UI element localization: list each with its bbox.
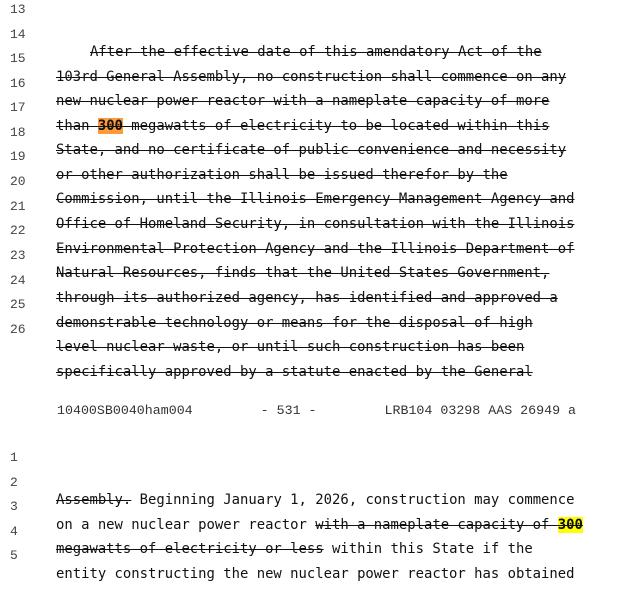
- line-number: 22: [10, 223, 26, 238]
- line-number: 15: [10, 51, 26, 66]
- struck-text: After the effective date of this amendatory Act of the: [90, 44, 542, 60]
- line-number: 18: [10, 125, 26, 140]
- struck-text: [56, 118, 549, 134]
- footer-doc-id: 10400SB0040ham004: [57, 403, 193, 418]
- struck-text-post: megawatts of electricity to be located within this: [122, 118, 550, 134]
- struck-text: State, and no certificate of public convenience and necessity: [56, 142, 567, 158]
- struck-text: Natural Resources, finds that the United States Government,: [56, 265, 550, 281]
- struck-text: through its authorized agency, has identified and approved a: [56, 290, 558, 306]
- inserted-text: Beginning January 1, 2026, construction may commence: [131, 492, 575, 508]
- struck-text: Environmental Protection Agency and the Illinois Department of: [56, 241, 575, 257]
- line-number: 14: [10, 27, 26, 42]
- struck-text: with a nameplate capacity of: [315, 517, 558, 533]
- line-number: 2: [10, 475, 18, 490]
- footer-page-number: - 531 -: [260, 403, 317, 418]
- line-5: [0, 548, 18, 576]
- line-number: 1: [10, 450, 18, 465]
- line-number: 16: [10, 76, 26, 91]
- line-number: 19: [10, 149, 26, 164]
- struck-text: new nuclear power reactor with a nameplate capacity of more: [56, 93, 550, 109]
- line-number: 5: [10, 548, 18, 563]
- line-number: 13: [10, 2, 26, 17]
- line-number: 4: [10, 524, 18, 539]
- line-number: 23: [10, 248, 26, 263]
- line-number: 25: [10, 297, 26, 312]
- struck-text: Office of Homeland Security, in consultation with the Illinois: [56, 216, 575, 232]
- struck-text: or other authorization shall be issued therefor by the: [56, 167, 508, 183]
- page-footer: [57, 403, 576, 418]
- inserted-text: within this State if the: [323, 541, 533, 557]
- struck-text: specifically approved by a statute enacted by the General: [56, 364, 533, 380]
- line-number: 3: [10, 499, 18, 514]
- search-highlight: 300: [557, 517, 583, 533]
- line-number: 17: [10, 100, 26, 115]
- struck-text: megawatts of electricity or less: [56, 541, 324, 557]
- struck-text: Commission, until the Illinois Emergency Management Agency and: [56, 191, 575, 207]
- line-number: 20: [10, 174, 26, 189]
- search-highlight-current: 300: [97, 118, 123, 134]
- inserted-text: entity constructing the new nuclear power reactor has obtained: [56, 566, 575, 582]
- footer-lrb-id: LRB104 03298 AAS 26949 a: [384, 403, 577, 418]
- line-number: 24: [10, 273, 26, 288]
- line-number: 21: [10, 199, 26, 214]
- line-number: 26: [10, 322, 26, 337]
- inserted-text: on a new nuclear power reactor: [56, 517, 316, 533]
- struck-text-pre: than: [56, 118, 98, 134]
- struck-text: 103rd General Assembly, no construction shall commence on any: [56, 69, 567, 85]
- struck-text: demonstrable technology or means for the disposal of high: [56, 315, 533, 331]
- struck-text: Assembly.: [56, 492, 132, 508]
- struck-text: level nuclear waste, or until such construction has been: [56, 339, 525, 355]
